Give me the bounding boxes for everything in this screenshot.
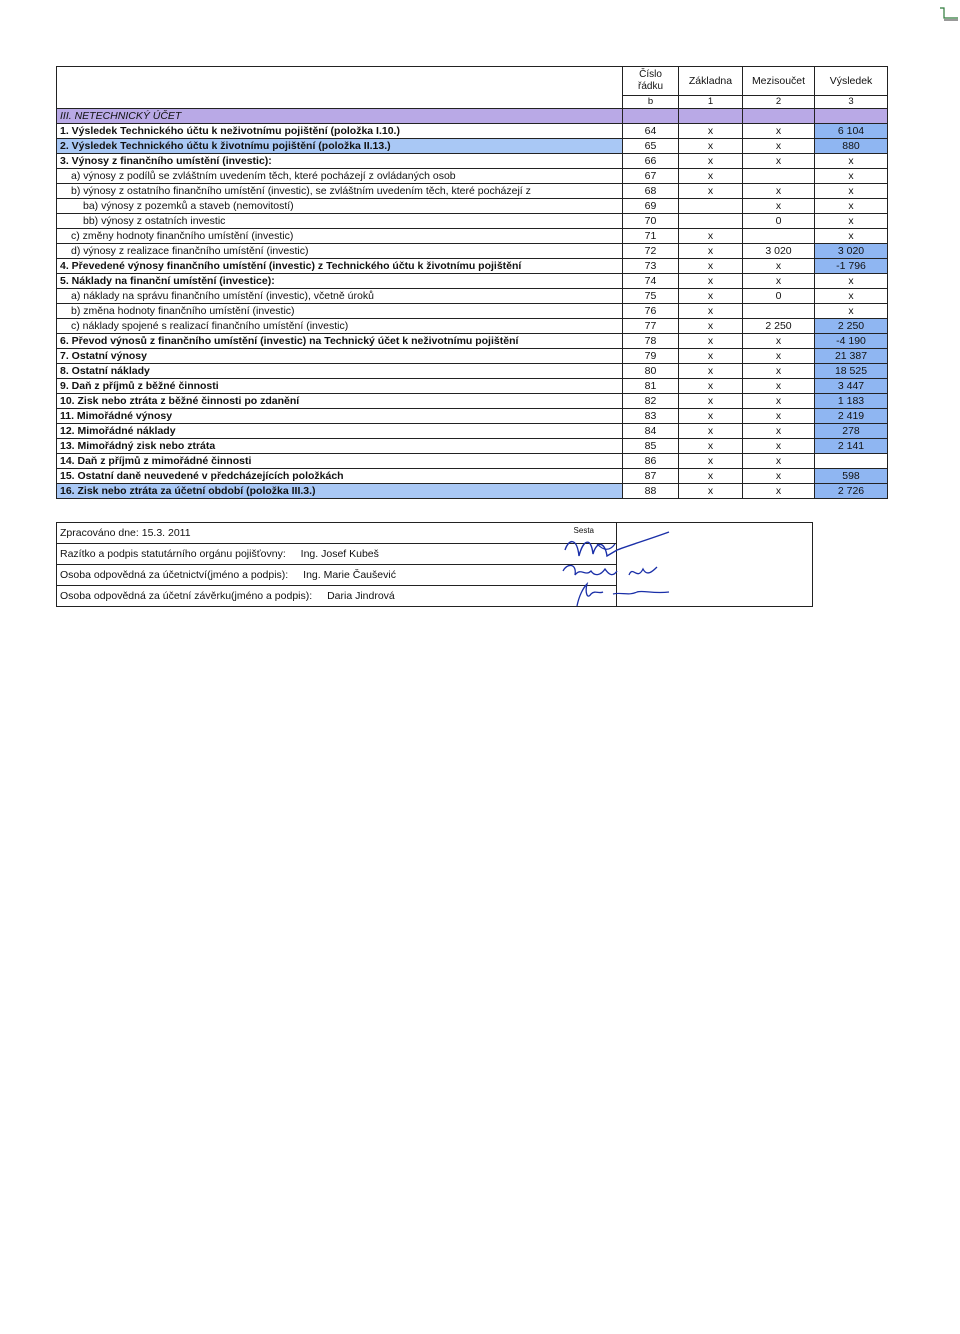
table-row: [57, 259, 888, 274]
table-row: [57, 214, 888, 229]
stamp-person: Ing. Josef Kubeš: [300, 548, 379, 560]
row-label: 7. Ostatní výnosy: [57, 349, 623, 364]
row-label: a) náklady na správu finančního umístění (investic), včetně úroků: [57, 289, 623, 304]
row-subtotal: 0: [743, 214, 815, 229]
accounting-label: Osoba odpovědná za účetnictví(jméno a podpis):: [60, 569, 289, 581]
row-label: 14. Daň z příjmů z mimořádné činnosti: [57, 454, 623, 469]
row-result: -1 796: [815, 259, 888, 274]
row-base: x: [679, 304, 743, 319]
row-number: 81: [623, 379, 679, 394]
row-subtotal: [743, 304, 815, 319]
section-fill-1: [623, 109, 679, 124]
table-row: [57, 124, 888, 139]
table-row: [57, 169, 888, 184]
row-number: 79: [623, 349, 679, 364]
row-result: 2 141: [815, 439, 888, 454]
row-subtotal: x: [743, 124, 815, 139]
row-number: 71: [623, 229, 679, 244]
row-result: -4 190: [815, 334, 888, 349]
row-subtotal: 0: [743, 289, 815, 304]
row-number: 77: [623, 319, 679, 334]
table-row: [57, 289, 888, 304]
row-label: d) výnosy z realizace finančního umístění (investic): [57, 244, 623, 259]
header-mezisoucet: Mezisoučet: [743, 67, 815, 96]
row-subtotal: x: [743, 154, 815, 169]
row-label: 5. Náklady na finanční umístění (investice):: [57, 274, 623, 289]
row-base: x: [679, 319, 743, 334]
row-base: x: [679, 439, 743, 454]
row-result: x: [815, 199, 888, 214]
row-subtotal: x: [743, 454, 815, 469]
section-title: III. NETECHNICKÝ ÚČET: [57, 109, 623, 124]
row-base: [679, 214, 743, 229]
row-number: 82: [623, 394, 679, 409]
row-label: 2. Výsledek Technického účtu k životnímu pojištění (položka II.13.): [57, 139, 623, 154]
row-number: 64: [623, 124, 679, 139]
row-result: [815, 454, 888, 469]
row-subtotal: [743, 229, 815, 244]
prepared-label: Zpracováno dne:: [60, 527, 139, 539]
row-number: 72: [623, 244, 679, 259]
row-base: x: [679, 484, 743, 499]
row-result: 2 250: [815, 319, 888, 334]
row-label: 6. Převod výnosů z finančního umístění (investic) na Technický účet k neživotnímu pojištění: [57, 334, 623, 349]
row-number: 76: [623, 304, 679, 319]
table-row: [57, 184, 888, 199]
section-fill-3: [743, 109, 815, 124]
row-number: 88: [623, 484, 679, 499]
row-number: 68: [623, 184, 679, 199]
row-number: 73: [623, 259, 679, 274]
row-base: x: [679, 244, 743, 259]
table-row: [57, 319, 888, 334]
row-label: c) změny hodnoty finančního umístění (investic): [57, 229, 623, 244]
table-row: [57, 364, 888, 379]
row-number: 74: [623, 274, 679, 289]
row-base: x: [679, 454, 743, 469]
row-result: 2 726: [815, 484, 888, 499]
row-base: x: [679, 469, 743, 484]
code-zakladna: 1: [679, 96, 743, 109]
table-row: [57, 379, 888, 394]
table-header-row: [57, 67, 888, 96]
sheet-label: Sesta: [573, 526, 594, 535]
table-row: [57, 484, 888, 499]
row-label: ba) výnosy z pozemků a staveb (nemovitostí): [57, 199, 623, 214]
row-subtotal: x: [743, 184, 815, 199]
row-number: 84: [623, 424, 679, 439]
row-number: 66: [623, 154, 679, 169]
row-base: x: [679, 424, 743, 439]
row-number: 87: [623, 469, 679, 484]
row-result: 2 419: [815, 409, 888, 424]
row-number: 80: [623, 364, 679, 379]
row-result: 598: [815, 469, 888, 484]
row-number: 83: [623, 409, 679, 424]
row-number: 85: [623, 439, 679, 454]
row-result: 3 447: [815, 379, 888, 394]
row-label: 10. Zisk nebo ztráta z běžné činnosti po zdanění: [57, 394, 623, 409]
row-number: 70: [623, 214, 679, 229]
row-result: 6 104: [815, 124, 888, 139]
row-subtotal: x: [743, 424, 815, 439]
row-result: 21 387: [815, 349, 888, 364]
section-title-row: [57, 109, 888, 124]
accounting-person: Ing. Marie Čaušević: [303, 569, 396, 581]
row-label: 9. Daň z příjmů z běžné činnosti: [57, 379, 623, 394]
row-label: c) náklady spojené s realizací finančního umístění (investic): [57, 319, 623, 334]
row-base: x: [679, 259, 743, 274]
row-label: bb) výnosy z ostatních investic: [57, 214, 623, 229]
row-base: x: [679, 154, 743, 169]
code-blank-cell: [57, 96, 623, 109]
code-vysledek: 3: [815, 96, 888, 109]
row-base: x: [679, 334, 743, 349]
row-number: 69: [623, 199, 679, 214]
signature-table: [56, 522, 813, 607]
accounting-cell: [57, 565, 617, 586]
row-result: x: [815, 289, 888, 304]
table-row: [57, 394, 888, 409]
row-subtotal: x: [743, 409, 815, 424]
row-result: x: [815, 154, 888, 169]
row-number: 86: [623, 454, 679, 469]
row-subtotal: [743, 169, 815, 184]
row-result: x: [815, 214, 888, 229]
row-base: x: [679, 364, 743, 379]
table-row: [57, 274, 888, 289]
row-label: 1. Výsledek Technického účtu k neživotnímu pojištění (položka I.10.): [57, 124, 623, 139]
row-subtotal: x: [743, 394, 815, 409]
row-subtotal: x: [743, 469, 815, 484]
table-row: [57, 424, 888, 439]
row-subtotal: 2 250: [743, 319, 815, 334]
row-result: x: [815, 229, 888, 244]
row-result: x: [815, 184, 888, 199]
closing-signature-icon: [557, 580, 677, 610]
table-row: [57, 199, 888, 214]
table-row: [57, 139, 888, 154]
row-base: x: [679, 124, 743, 139]
row-result: 278: [815, 424, 888, 439]
row-base: x: [679, 394, 743, 409]
row-label: b) výnosy z ostatního finančního umístění (investic), se zvláštním uvedením těch, které pocházejí z: [57, 184, 623, 199]
row-number: 67: [623, 169, 679, 184]
row-subtotal: x: [743, 379, 815, 394]
stamp-label: Razítko a podpis statutárního orgánu pojišťovny:: [60, 548, 286, 560]
row-base: x: [679, 229, 743, 244]
row-subtotal: x: [743, 484, 815, 499]
row-result: x: [815, 169, 888, 184]
row-base: x: [679, 169, 743, 184]
header-row-number: Číslo řádku: [623, 67, 679, 96]
row-subtotal: x: [743, 259, 815, 274]
row-base: x: [679, 349, 743, 364]
header-zakladna: Základna: [679, 67, 743, 96]
prepared-cell: [57, 523, 617, 544]
column-codes-row: [57, 96, 888, 109]
row-label: 15. Ostatní daně neuvedené v předcházejících položkách: [57, 469, 623, 484]
table-row: [57, 229, 888, 244]
row-base: x: [679, 409, 743, 424]
row-subtotal: x: [743, 334, 815, 349]
row-base: [679, 199, 743, 214]
row-label: 13. Mimořádný zisk nebo ztráta: [57, 439, 623, 454]
row-result: x: [815, 304, 888, 319]
row-result: 880: [815, 139, 888, 154]
table-row: [57, 334, 888, 349]
row-subtotal: x: [743, 439, 815, 454]
table-row: [57, 469, 888, 484]
row-label: 4. Převedené výnosy finančního umístění (investic) z Technického účtu k životnímu pojištění: [57, 259, 623, 274]
row-result: 18 525: [815, 364, 888, 379]
table-row: [57, 409, 888, 424]
row-label: 8. Ostatní náklady: [57, 364, 623, 379]
prepared-row: [57, 523, 813, 544]
closing-cell: [57, 586, 617, 607]
corner-mark-icon: [938, 6, 960, 24]
table-row: [57, 244, 888, 259]
code-row-number: b: [623, 96, 679, 109]
header-blank-cell: [57, 67, 623, 96]
row-subtotal: x: [743, 364, 815, 379]
row-label: b) změna hodnoty finančního umístění (investic): [57, 304, 623, 319]
row-subtotal: x: [743, 274, 815, 289]
row-label: 3. Výnosy z finančního umístění (investic):: [57, 154, 623, 169]
table-row: [57, 439, 888, 454]
netechnicky-ucet-table: [56, 66, 888, 499]
row-number: 75: [623, 289, 679, 304]
row-base: x: [679, 139, 743, 154]
closing-person: Daria Jindrová: [327, 590, 395, 602]
table-row: [57, 349, 888, 364]
row-number: 78: [623, 334, 679, 349]
row-subtotal: 3 020: [743, 244, 815, 259]
row-label: 11. Mimořádné výnosy: [57, 409, 623, 424]
row-result: 3 020: [815, 244, 888, 259]
section-fill-2: [679, 109, 743, 124]
row-label: 16. Zisk nebo ztráta za účetní období (položka III.3.): [57, 484, 623, 499]
row-label: a) výnosy z podílů se zvláštním uvedením těch, které pocházejí z ovládaných osob: [57, 169, 623, 184]
row-result: 1 183: [815, 394, 888, 409]
row-base: x: [679, 184, 743, 199]
row-subtotal: x: [743, 139, 815, 154]
closing-label: Osoba odpovědná za účetní závěrku(jméno a podpis):: [60, 590, 313, 602]
row-subtotal: x: [743, 349, 815, 364]
table-row: [57, 304, 888, 319]
prepared-date: 15.3. 2011: [141, 527, 191, 539]
table-row: [57, 454, 888, 469]
row-result: x: [815, 274, 888, 289]
table-row: [57, 154, 888, 169]
row-base: x: [679, 379, 743, 394]
code-mezisoucet: 2: [743, 96, 815, 109]
row-base: x: [679, 274, 743, 289]
row-number: 65: [623, 139, 679, 154]
header-vysledek: Výsledek: [815, 67, 888, 96]
row-label: 12. Mimořádné náklady: [57, 424, 623, 439]
section-fill-4: [815, 109, 888, 124]
row-subtotal: x: [743, 199, 815, 214]
row-base: x: [679, 289, 743, 304]
